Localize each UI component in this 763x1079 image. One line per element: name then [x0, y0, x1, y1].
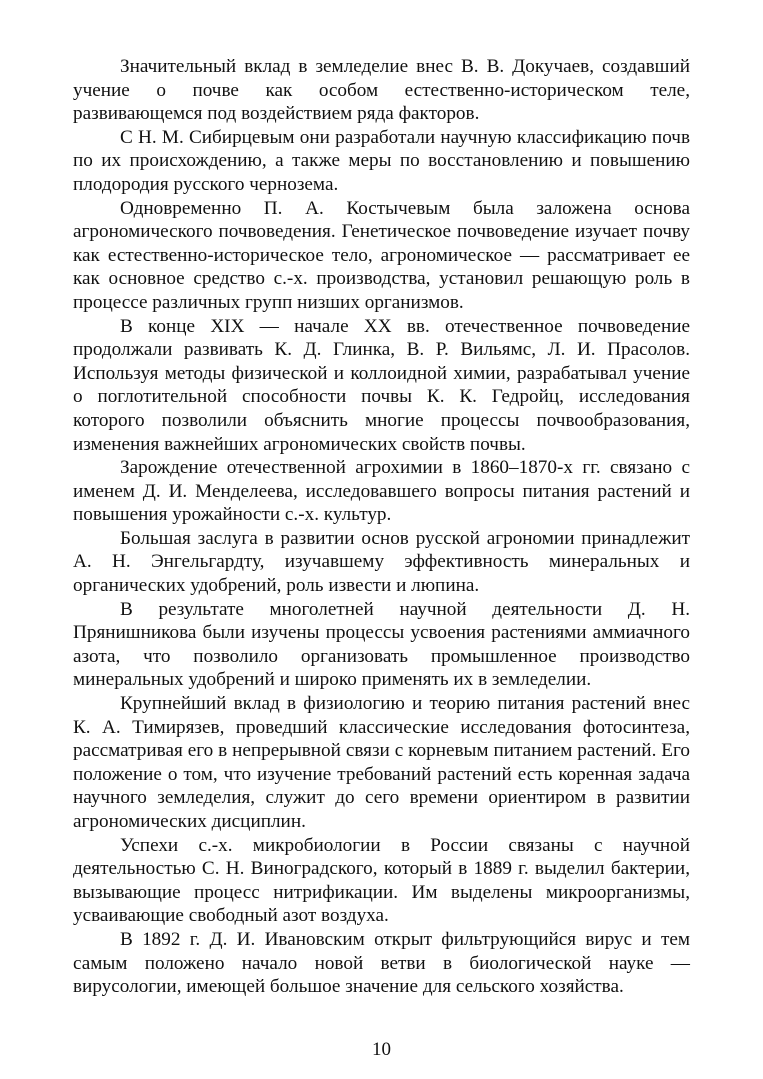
paragraph-vinogradsky: Успехи с.-х. микробиологии в России связаны с научной деятельностью С. Н. Виноградского, который в 1889 г. выделил бактерии, вызывающие процесс нитрификации. Им выделены микроорганизмы, усваивающие свободный азот воздуха.	[73, 834, 690, 927]
paragraph-dokuchaev: Значительный вклад в земледелие внес В. В. Докучаев, создавший учение о почве как особом естественно-историческом теле, развивающемся под воздействием ряда факторов.	[73, 56, 690, 125]
page-number: 10	[372, 1039, 391, 1060]
paragraph-timiryazev: Крупнейший вклад в физиологию и теорию питания растений внес К. А. Тимирязев, проведший классические исследования фотосинтеза, рассматривая его в непрерывной связи с корневым питанием растений. Его положение о том, что изучение требований растений есть коренная задача научного земледелия, служит до сего времени ориентиром в развитии агрономических дисциплин.	[73, 693, 690, 832]
page-body	[73, 55, 690, 999]
paragraph-agrochemistry: Зарождение отечественной агрохимии в 1860–1870-х гг. связано с именем Д. И. Менделеева, исследовавшего вопросы питания растений и повышения урожайности с.-х. культур.	[73, 457, 690, 526]
paragraph-soil-science: В конце XIX — начале XX вв. отечественное почвоведение продолжали развивать К. Д. Глинка, В. Р. Вильямс, Л. И. Прасолов. Используя методы физической и коллоидной химии, разрабатывал учение о поглотительной способности почвы К. К. Гедройц, исследования которого позволили объяснить многие процессы почвообразования, изменения важнейших агрономических свойств почвы.	[73, 315, 690, 455]
paragraph-ivanovsky: В 1892 г. Д. И. Ивановским открыт фильтрующийся вирус и тем самым положено начало новой ветви в биологической науке — вирусологии, имеющей большое значение для сельского хозяйства.	[73, 928, 690, 998]
paragraph-pryanishnikov: В результате многолетней научной деятельности Д. Н. Прянишникова были изучены процессы усвоения растениями аммиачного азота, что позволило организовать промышленное производство минеральных удобрений и широко применять их в земледелии.	[73, 598, 690, 691]
paragraph-sibirtsev: С Н. М. Сибирцевым они разработали научную классификацию почв по их происхождению, а также меры по восстановлению и повышению плодородия русского чернозема.	[73, 126, 690, 195]
paragraph-kostychev: Одновременно П. А. Костычевым была заложена основа агрономического почвоведения. Генетическое почвоведение изучает почву как естественно-историческое тело, агрономическое — рассматривает ее как основное средство с.-х. производства, установил решающую роль в процессе различных групп низших организмов.	[73, 197, 690, 313]
paragraph-engelhardt: Большая заслуга в развитии основ русской агрономии принадлежит А. Н. Энгельгардту, изучавшему эффективность минеральных и органических удобрений, роль извести и люпина.	[73, 527, 690, 597]
